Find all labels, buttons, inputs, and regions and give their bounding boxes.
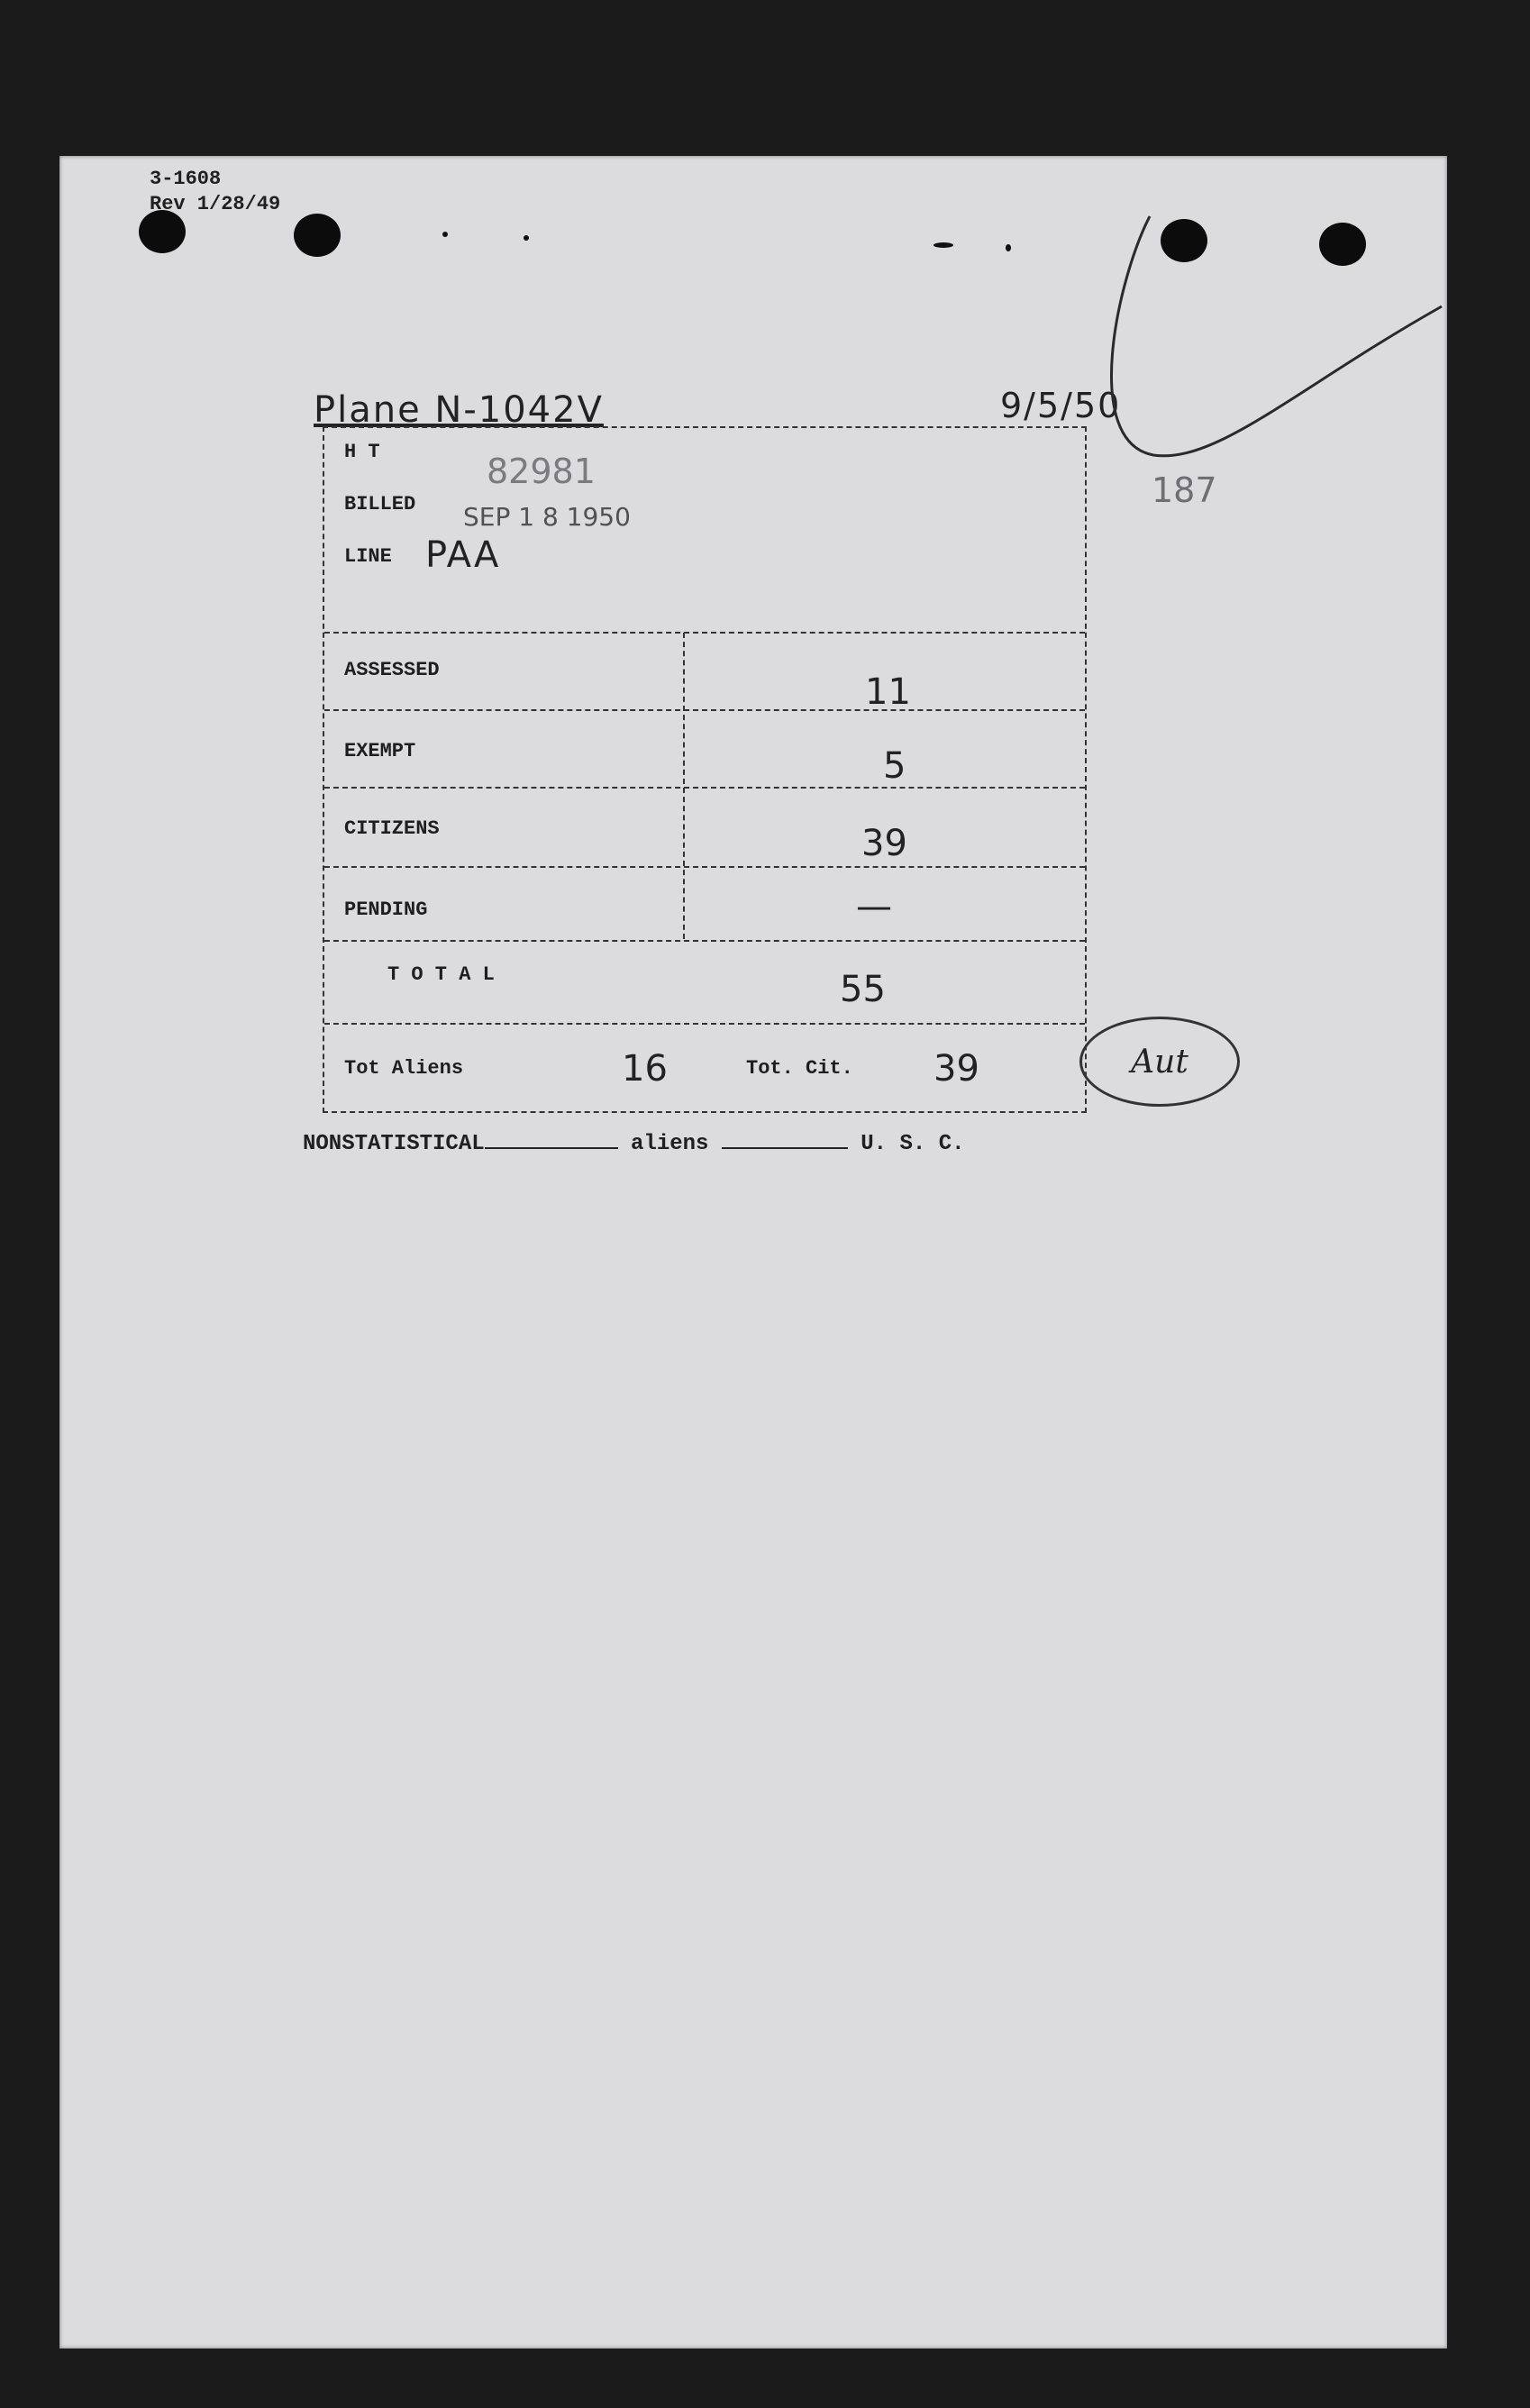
form-code: 3-1608 [150, 168, 222, 190]
tot-aliens-label: Tot Aliens [344, 1057, 464, 1080]
punch-hole [294, 214, 341, 257]
speck [933, 242, 953, 248]
speck [524, 235, 529, 241]
ht-number: 82981 [487, 452, 596, 491]
row-value-exempt: 5 [883, 745, 906, 787]
nonstatistical-label: NONSTATISTICAL [303, 1132, 485, 1156]
handwritten-date: 9/5/50 [1000, 386, 1122, 425]
total-value: 55 [840, 969, 886, 1010]
tot-aliens-value: 16 [622, 1048, 668, 1090]
row-label-citizens: CITIZENS [344, 817, 440, 840]
divider [324, 709, 1085, 711]
manifest-form [323, 426, 1087, 1113]
line-label: LINE [344, 545, 392, 568]
form-revision: Rev 1/28/49 [150, 193, 281, 215]
row-value-assessed: 11 [865, 671, 911, 713]
divider [324, 632, 1085, 634]
row-label-exempt: EXEMPT [344, 740, 416, 762]
column-divider [683, 633, 685, 939]
ht-label: H T [344, 441, 380, 463]
billed-date-stamp: SEP 1 8 1950 [463, 502, 631, 532]
pen-stroke [1081, 207, 1451, 478]
tot-cit-label: Tot. Cit. [746, 1057, 853, 1080]
nonstatistical-line [303, 1132, 965, 1156]
line-value: PAA [425, 534, 501, 576]
usc-label: U. S. C. [861, 1132, 965, 1156]
row-label-pending: PENDING [344, 898, 428, 921]
usc-blank [722, 1147, 848, 1149]
tot-cit-value: 39 [933, 1048, 979, 1090]
speck [442, 232, 448, 237]
punch-hole [139, 210, 186, 253]
aliens-blank [485, 1147, 618, 1149]
divider [324, 866, 1085, 868]
page-number: 187 [1152, 470, 1217, 510]
auth-initials-circled [1079, 1017, 1240, 1107]
row-value-pending: — [856, 886, 892, 927]
auth-initials: Aut [1131, 1043, 1188, 1081]
plane-designation: Plane N-1042V [314, 389, 604, 431]
speck [1006, 244, 1011, 251]
total-label: T O T A L [387, 963, 495, 986]
divider [324, 940, 1085, 942]
aliens-label: aliens [631, 1132, 709, 1156]
divider [324, 1023, 1085, 1025]
divider [324, 787, 1085, 789]
billed-label: BILLED [344, 493, 416, 515]
row-value-citizens: 39 [861, 823, 907, 864]
row-label-assessed: ASSESSED [344, 659, 440, 681]
